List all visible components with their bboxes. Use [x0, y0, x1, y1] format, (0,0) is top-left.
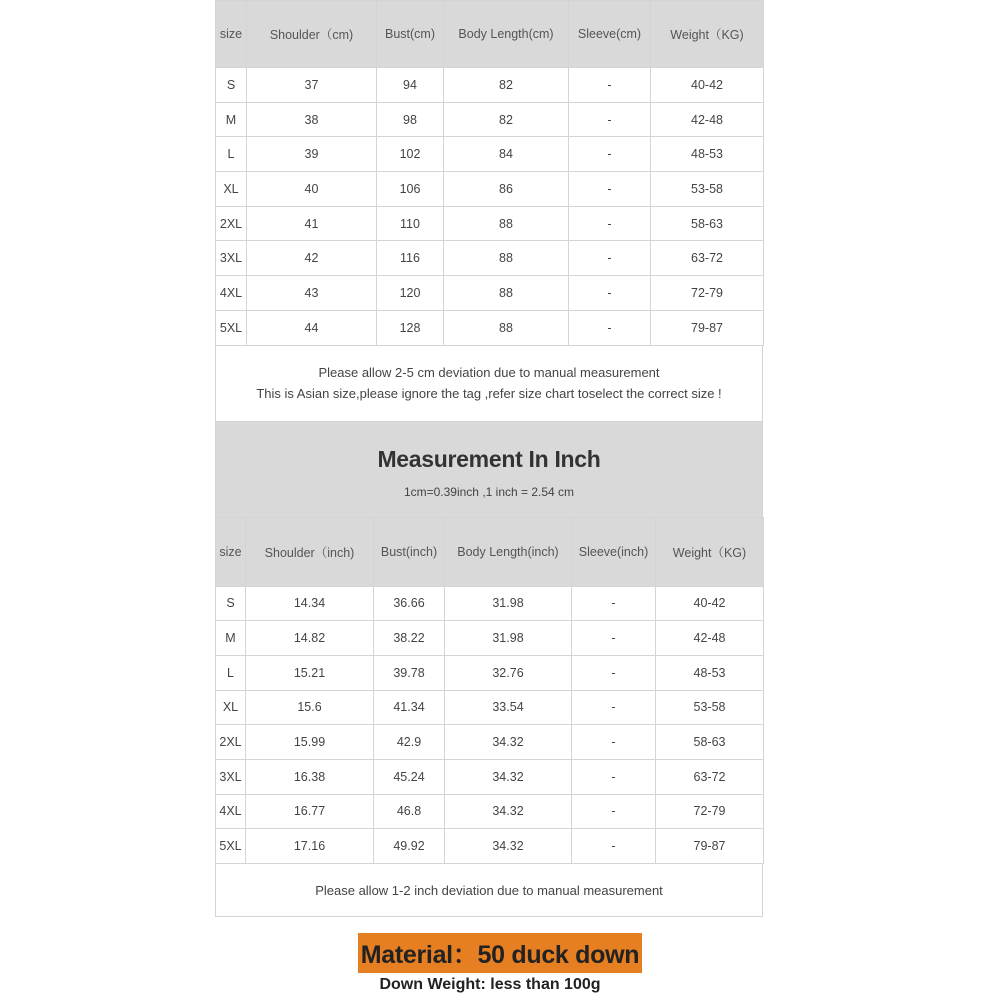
table-row — [216, 690, 764, 725]
cell-size: 4XL — [216, 794, 246, 829]
cell-size: L — [216, 137, 247, 172]
material-banner — [0, 933, 1000, 973]
cell-weight: 53-58 — [656, 690, 764, 725]
cell-size: S — [216, 68, 247, 103]
cell-size: L — [216, 655, 246, 690]
cell-size: 2XL — [216, 725, 246, 760]
cell-body-length: 88 — [444, 310, 569, 345]
cell-sleeve: - — [569, 102, 651, 137]
cell-weight: 63-72 — [651, 241, 764, 276]
cm-header-row — [216, 1, 764, 68]
cell-body-length: 82 — [444, 102, 569, 137]
cell-weight: 42-48 — [656, 621, 764, 656]
cell-bust: 128 — [377, 310, 444, 345]
cell-sleeve: - — [569, 68, 651, 103]
cell-bust: 94 — [377, 68, 444, 103]
header-bust: Bust(cm) — [377, 1, 444, 68]
table-row — [216, 68, 764, 103]
cm-deviation-note: Please allow 2-5 cm deviation due to manual measurement — [318, 365, 660, 380]
table-row — [216, 241, 764, 276]
conversion-note: 1cm=0.39inch ,1 inch = 2.54 cm — [403, 484, 575, 499]
down-weight-text: Down Weight: less than 100g — [379, 976, 601, 993]
cell-bust: 46.8 — [374, 794, 445, 829]
cell-size: XL — [216, 172, 247, 207]
cell-shoulder: 17.16 — [246, 829, 374, 864]
header-body-length: Body Length(cm) — [444, 1, 569, 68]
header-sleeve: Sleeve(inch) — [572, 517, 656, 586]
cell-sleeve: - — [572, 621, 656, 656]
table-row — [216, 276, 764, 311]
cell-bust: 102 — [377, 137, 444, 172]
cell-bust: 45.24 — [374, 759, 445, 794]
cell-sleeve: - — [569, 310, 651, 345]
cell-body-length: 34.32 — [445, 829, 572, 864]
cell-weight: 48-53 — [656, 655, 764, 690]
cell-body-length: 34.32 — [445, 794, 572, 829]
cell-sleeve: - — [572, 829, 656, 864]
cell-weight: 72-79 — [651, 276, 764, 311]
cell-body-length: 31.98 — [445, 621, 572, 656]
header-body-length: Body Length(inch) — [445, 517, 572, 586]
cell-shoulder: 14.82 — [246, 621, 374, 656]
header-sleeve: Sleeve(cm) — [569, 1, 651, 68]
cell-body-length: 86 — [444, 172, 569, 207]
inch-note-box — [215, 864, 763, 917]
cell-bust: 110 — [377, 206, 444, 241]
cell-sleeve: - — [572, 655, 656, 690]
cell-size: 3XL — [216, 241, 247, 276]
cell-size: 5XL — [216, 829, 246, 864]
cell-weight: 53-58 — [651, 172, 764, 207]
table-row — [216, 794, 764, 829]
cell-size: 3XL — [216, 759, 246, 794]
cell-size: M — [216, 621, 246, 656]
inch-deviation-note: Please allow 1-2 inch deviation due to manual measurement — [315, 882, 663, 898]
cell-sleeve: - — [572, 725, 656, 760]
cell-size: S — [216, 586, 246, 621]
header-size: size — [216, 1, 247, 68]
cell-bust: 116 — [377, 241, 444, 276]
inch-size-table — [215, 517, 764, 865]
cm-note-box — [215, 346, 763, 422]
cell-sleeve: - — [572, 759, 656, 794]
cell-weight: 63-72 — [656, 759, 764, 794]
cell-weight: 72-79 — [656, 794, 764, 829]
cell-bust: 120 — [377, 276, 444, 311]
inch-section-title: Measurement In Inch — [377, 445, 601, 472]
cell-weight: 58-63 — [651, 206, 764, 241]
table-row — [216, 137, 764, 172]
cell-weight: 40-42 — [651, 68, 764, 103]
cell-weight: 79-87 — [656, 829, 764, 864]
cell-shoulder: 15.6 — [246, 690, 374, 725]
cell-bust: 98 — [377, 102, 444, 137]
table-row — [216, 655, 764, 690]
cell-shoulder: 41 — [247, 206, 377, 241]
cell-weight: 79-87 — [651, 310, 764, 345]
cell-size: 5XL — [216, 310, 247, 345]
cell-shoulder: 42 — [247, 241, 377, 276]
cell-sleeve: - — [569, 137, 651, 172]
inch-section-header — [215, 422, 763, 517]
cell-shoulder: 15.99 — [246, 725, 374, 760]
cell-bust: 106 — [377, 172, 444, 207]
cell-body-length: 33.54 — [445, 690, 572, 725]
cell-body-length: 31.98 — [445, 586, 572, 621]
cell-weight: 40-42 — [656, 586, 764, 621]
header-size: size — [216, 517, 246, 586]
cell-sleeve: - — [572, 794, 656, 829]
cell-bust: 49.92 — [374, 829, 445, 864]
cell-shoulder: 39 — [247, 137, 377, 172]
cell-size: 2XL — [216, 206, 247, 241]
table-row — [216, 725, 764, 760]
cell-bust: 39.78 — [374, 655, 445, 690]
header-shoulder: Shoulder（cm) — [247, 1, 377, 68]
header-weight: Weight（KG) — [651, 1, 764, 68]
cell-bust: 36.66 — [374, 586, 445, 621]
cell-sleeve: - — [572, 690, 656, 725]
cm-size-table — [215, 0, 764, 346]
material-badge: Material：50 duck down — [358, 933, 643, 973]
cm-table-body — [216, 68, 764, 346]
cell-body-length: 84 — [444, 137, 569, 172]
cell-bust: 38.22 — [374, 621, 445, 656]
table-row — [216, 172, 764, 207]
cell-body-length: 88 — [444, 206, 569, 241]
cell-bust: 41.34 — [374, 690, 445, 725]
cell-sleeve: - — [572, 586, 656, 621]
inch-table-body — [216, 586, 764, 864]
table-row — [216, 621, 764, 656]
cell-body-length: 34.32 — [445, 725, 572, 760]
cell-body-length: 88 — [444, 241, 569, 276]
cell-weight: 42-48 — [651, 102, 764, 137]
cell-shoulder: 16.77 — [246, 794, 374, 829]
cell-sleeve: - — [569, 172, 651, 207]
cell-body-length: 82 — [444, 68, 569, 103]
cell-weight: 48-53 — [651, 137, 764, 172]
header-bust: Bust(inch) — [374, 517, 445, 586]
table-row — [216, 102, 764, 137]
cell-size: 4XL — [216, 276, 247, 311]
inch-header-row — [216, 517, 764, 586]
cell-sleeve: - — [569, 206, 651, 241]
cell-size: XL — [216, 690, 246, 725]
asian-size-note: This is Asian size,please ignore the tag ,refer size chart toselect the correct size ! — [256, 386, 722, 401]
cell-weight: 58-63 — [656, 725, 764, 760]
header-shoulder: Shoulder（inch) — [246, 517, 374, 586]
table-row — [216, 759, 764, 794]
cell-bust: 42.9 — [374, 725, 445, 760]
cell-shoulder: 14.34 — [246, 586, 374, 621]
cell-body-length: 32.76 — [445, 655, 572, 690]
cell-sleeve: - — [569, 276, 651, 311]
cell-shoulder: 40 — [247, 172, 377, 207]
size-chart-sheet — [215, 0, 763, 917]
cell-sleeve: - — [569, 241, 651, 276]
header-weight: Weight（KG) — [656, 517, 764, 586]
table-row — [216, 586, 764, 621]
cell-shoulder: 15.21 — [246, 655, 374, 690]
table-row — [216, 310, 764, 345]
cell-body-length: 88 — [444, 276, 569, 311]
table-row — [216, 829, 764, 864]
cell-shoulder: 38 — [247, 102, 377, 137]
cell-shoulder: 44 — [247, 310, 377, 345]
cell-shoulder: 16.38 — [246, 759, 374, 794]
cell-body-length: 34.32 — [445, 759, 572, 794]
cell-shoulder: 37 — [247, 68, 377, 103]
cell-shoulder: 43 — [247, 276, 377, 311]
cell-size: M — [216, 102, 247, 137]
table-row — [216, 206, 764, 241]
